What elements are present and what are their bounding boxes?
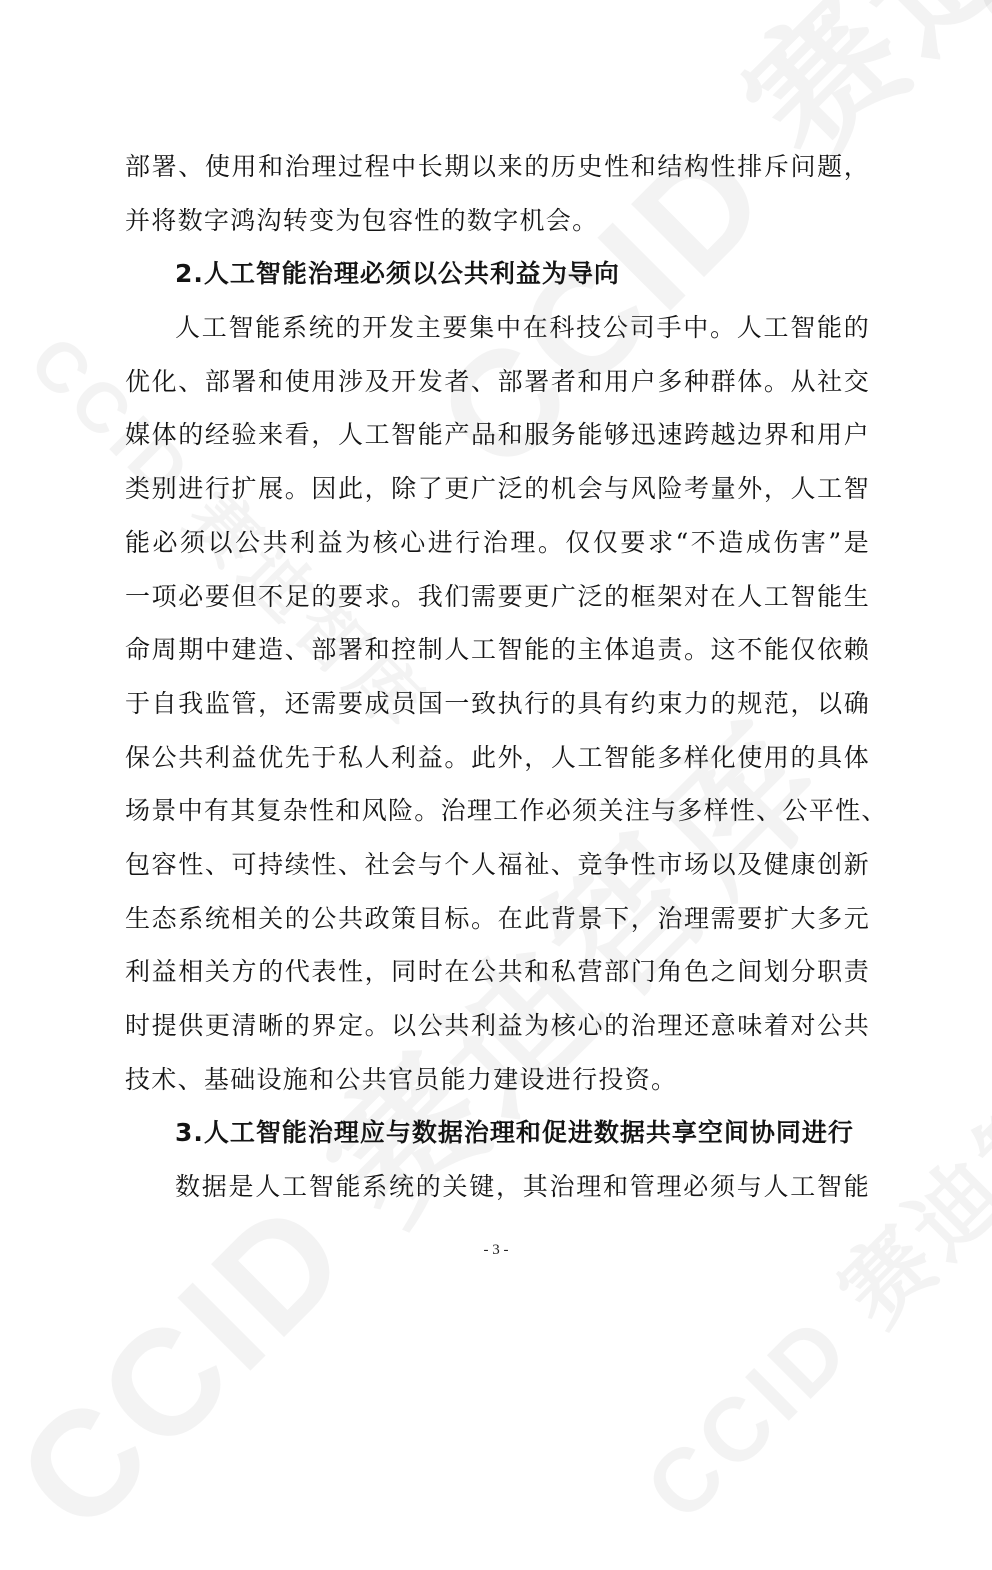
text-line: 包容性、可持续性、社会与个人福祉、竞争性市场以及健康创新 [125, 849, 870, 879]
text-line: 生态系统相关的公共政策目标。在此背景下，治理需要扩大多元 [125, 903, 870, 933]
section-heading: 3.人工智能治理应与数据治理和促进数据共享空间协同进行 [175, 1118, 854, 1148]
text-line: 利益相关方的代表性，同时在公共和私营部门角色之间划分职责 [125, 957, 870, 987]
text-line: 能必须以公共利益为核心进行治理。仅仅要求“不造成伤害”是 [125, 527, 870, 557]
text-line: 场景中有其复杂性和风险。治理工作必须关注与多样性、公平性、 [125, 796, 888, 826]
text-line: 命周期中建造、部署和控制人工智能的主体追责。这不能仅依赖 [125, 635, 870, 665]
paragraph [125, 140, 870, 247]
text-line: 类别进行扩展。因此，除了更广泛的机会与风险考量外，人工智 [125, 474, 870, 504]
text-line: 技术、基础设施和公共官员能力建设进行投资。 [125, 1064, 678, 1094]
paragraph [125, 1160, 870, 1214]
text-line: 一项必要但不足的要求。我们需要更广泛的框架对在人工智能生 [125, 581, 870, 611]
text-line: 并将数字鸿沟转变为包容性的数字机会。 [125, 205, 599, 235]
text-line: 人工智能系统的开发主要集中在科技公司手中。人工智能的 [175, 313, 870, 343]
text-line: 时提供更清晰的界定。以公共利益为核心的治理还意味着对公共 [125, 1011, 870, 1040]
text-line: 于自我监管，还需要成员国一致执行的具有约束力的规范，以确 [125, 688, 870, 718]
page-number: - 3 - [483, 1242, 509, 1258]
section-heading: 2.人工智能治理必须以公共利益为导向 [175, 259, 620, 289]
watermark-text [971, 629, 992, 1071]
document-body [125, 140, 888, 1214]
text-line: 数据是人工智能系统的关键，其治理和管理必须与人工智能 [175, 1172, 870, 1202]
text-line: 媒体的经验来看，人工智能产品和服务能够迅速跨越边界和用户 [125, 420, 870, 450]
text-line: 部署、使用和治理过程中长期以来的历史性和结构性排斥问题， [125, 152, 870, 181]
text-line: 保公共利益优先于私人利益。此外，人工智能多样化使用的具体 [125, 742, 870, 772]
paragraph [125, 301, 888, 1106]
watermark-text [901, 0, 992, 424]
text-line: 优化、部署和使用涉及开发者、部署者和用户多种群体。从社交 [125, 366, 870, 396]
